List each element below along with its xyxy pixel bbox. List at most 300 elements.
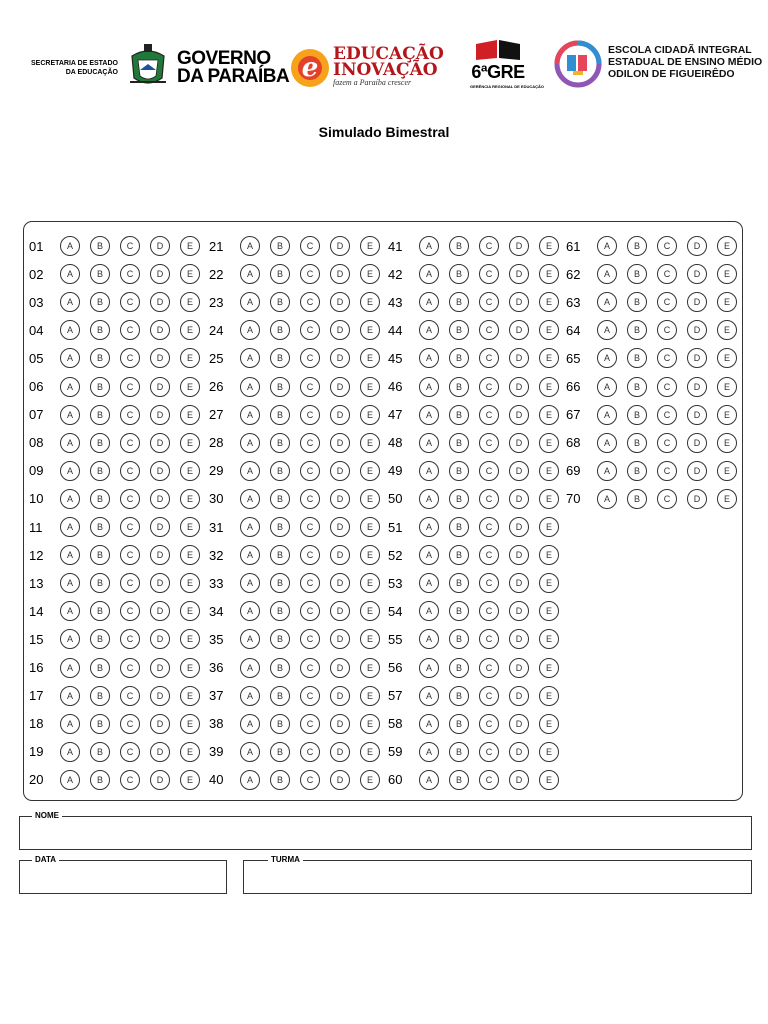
- answer-bubble-e[interactable]: E: [539, 686, 559, 706]
- answer-bubble-e[interactable]: E: [180, 489, 200, 509]
- answer-bubble-b[interactable]: B: [270, 545, 290, 565]
- answer-bubble-b[interactable]: B: [270, 714, 290, 734]
- answer-bubble-e[interactable]: E: [539, 770, 559, 790]
- answer-bubble-b[interactable]: B: [449, 770, 469, 790]
- turma-field[interactable]: [243, 855, 752, 894]
- answer-bubble-e[interactable]: E: [539, 601, 559, 621]
- answer-bubble-a[interactable]: A: [597, 292, 617, 312]
- answer-bubble-e[interactable]: E: [539, 292, 559, 312]
- answer-bubble-d[interactable]: D: [330, 405, 350, 425]
- answer-bubble-a[interactable]: A: [240, 742, 260, 762]
- answer-bubble-d[interactable]: D: [150, 714, 170, 734]
- answer-bubble-b[interactable]: B: [627, 320, 647, 340]
- answer-bubble-c[interactable]: C: [120, 433, 140, 453]
- answer-bubble-b[interactable]: B: [270, 629, 290, 649]
- answer-bubble-b[interactable]: B: [449, 545, 469, 565]
- answer-bubble-c[interactable]: C: [479, 601, 499, 621]
- answer-bubble-d[interactable]: D: [509, 573, 529, 593]
- answer-bubble-c[interactable]: C: [479, 742, 499, 762]
- answer-bubble-c[interactable]: C: [479, 545, 499, 565]
- answer-bubble-d[interactable]: D: [509, 742, 529, 762]
- answer-bubble-e[interactable]: E: [717, 292, 737, 312]
- answer-bubble-d[interactable]: D: [330, 348, 350, 368]
- answer-bubble-e[interactable]: E: [717, 405, 737, 425]
- answer-bubble-c[interactable]: C: [120, 461, 140, 481]
- answer-bubble-d[interactable]: D: [509, 461, 529, 481]
- answer-bubble-a[interactable]: A: [240, 405, 260, 425]
- answer-bubble-e[interactable]: E: [717, 377, 737, 397]
- answer-bubble-a[interactable]: A: [60, 292, 80, 312]
- answer-bubble-d[interactable]: D: [687, 377, 707, 397]
- answer-bubble-b[interactable]: B: [449, 601, 469, 621]
- answer-bubble-b[interactable]: B: [449, 629, 469, 649]
- answer-bubble-a[interactable]: A: [419, 742, 439, 762]
- answer-bubble-d[interactable]: D: [150, 264, 170, 284]
- answer-bubble-a[interactable]: A: [597, 489, 617, 509]
- answer-bubble-e[interactable]: E: [180, 770, 200, 790]
- answer-bubble-a[interactable]: A: [419, 377, 439, 397]
- answer-bubble-d[interactable]: D: [150, 320, 170, 340]
- answer-bubble-a[interactable]: A: [597, 264, 617, 284]
- answer-bubble-e[interactable]: E: [360, 714, 380, 734]
- answer-bubble-b[interactable]: B: [449, 377, 469, 397]
- answer-bubble-b[interactable]: B: [90, 573, 110, 593]
- answer-bubble-a[interactable]: A: [60, 573, 80, 593]
- answer-bubble-d[interactable]: D: [150, 517, 170, 537]
- answer-bubble-d[interactable]: D: [509, 377, 529, 397]
- answer-bubble-a[interactable]: A: [240, 601, 260, 621]
- answer-bubble-a[interactable]: A: [419, 320, 439, 340]
- answer-bubble-e[interactable]: E: [180, 601, 200, 621]
- answer-bubble-d[interactable]: D: [330, 320, 350, 340]
- answer-bubble-b[interactable]: B: [270, 320, 290, 340]
- answer-bubble-c[interactable]: C: [657, 433, 677, 453]
- answer-bubble-e[interactable]: E: [180, 714, 200, 734]
- answer-bubble-d[interactable]: D: [150, 658, 170, 678]
- answer-bubble-c[interactable]: C: [300, 320, 320, 340]
- answer-bubble-d[interactable]: D: [687, 292, 707, 312]
- answer-bubble-c[interactable]: C: [120, 714, 140, 734]
- answer-bubble-c[interactable]: C: [479, 489, 499, 509]
- answer-bubble-e[interactable]: E: [539, 714, 559, 734]
- answer-bubble-b[interactable]: B: [90, 377, 110, 397]
- answer-bubble-a[interactable]: A: [240, 236, 260, 256]
- answer-bubble-b[interactable]: B: [90, 489, 110, 509]
- answer-bubble-c[interactable]: C: [479, 629, 499, 649]
- answer-bubble-d[interactable]: D: [330, 770, 350, 790]
- answer-bubble-b[interactable]: B: [449, 236, 469, 256]
- answer-bubble-c[interactable]: C: [300, 236, 320, 256]
- answer-bubble-e[interactable]: E: [360, 545, 380, 565]
- answer-bubble-e[interactable]: E: [360, 517, 380, 537]
- answer-bubble-a[interactable]: A: [60, 686, 80, 706]
- answer-bubble-e[interactable]: E: [360, 320, 380, 340]
- answer-bubble-b[interactable]: B: [627, 489, 647, 509]
- answer-bubble-c[interactable]: C: [120, 320, 140, 340]
- answer-bubble-c[interactable]: C: [120, 629, 140, 649]
- answer-bubble-d[interactable]: D: [150, 405, 170, 425]
- answer-bubble-d[interactable]: D: [330, 264, 350, 284]
- answer-bubble-c[interactable]: C: [479, 348, 499, 368]
- answer-bubble-b[interactable]: B: [449, 405, 469, 425]
- answer-bubble-a[interactable]: A: [419, 461, 439, 481]
- answer-bubble-e[interactable]: E: [539, 629, 559, 649]
- answer-bubble-a[interactable]: A: [60, 236, 80, 256]
- answer-bubble-b[interactable]: B: [90, 292, 110, 312]
- answer-bubble-d[interactable]: D: [509, 714, 529, 734]
- answer-bubble-d[interactable]: D: [687, 320, 707, 340]
- answer-bubble-a[interactable]: A: [597, 377, 617, 397]
- answer-bubble-d[interactable]: D: [687, 405, 707, 425]
- answer-bubble-e[interactable]: E: [539, 320, 559, 340]
- answer-bubble-c[interactable]: C: [120, 742, 140, 762]
- answer-bubble-a[interactable]: A: [240, 461, 260, 481]
- answer-bubble-d[interactable]: D: [330, 433, 350, 453]
- answer-bubble-d[interactable]: D: [509, 601, 529, 621]
- answer-bubble-d[interactable]: D: [330, 377, 350, 397]
- answer-bubble-b[interactable]: B: [90, 517, 110, 537]
- answer-bubble-a[interactable]: A: [419, 686, 439, 706]
- answer-bubble-c[interactable]: C: [120, 573, 140, 593]
- answer-bubble-b[interactable]: B: [90, 742, 110, 762]
- answer-bubble-c[interactable]: C: [479, 320, 499, 340]
- answer-bubble-c[interactable]: C: [479, 461, 499, 481]
- answer-bubble-a[interactable]: A: [240, 489, 260, 509]
- answer-bubble-c[interactable]: C: [657, 292, 677, 312]
- answer-bubble-d[interactable]: D: [687, 236, 707, 256]
- answer-bubble-b[interactable]: B: [449, 433, 469, 453]
- answer-bubble-c[interactable]: C: [300, 686, 320, 706]
- answer-bubble-e[interactable]: E: [360, 629, 380, 649]
- answer-bubble-a[interactable]: A: [597, 433, 617, 453]
- answer-bubble-e[interactable]: E: [360, 742, 380, 762]
- answer-bubble-c[interactable]: C: [120, 377, 140, 397]
- answer-bubble-b[interactable]: B: [90, 545, 110, 565]
- answer-bubble-a[interactable]: A: [60, 545, 80, 565]
- data-field[interactable]: [19, 855, 227, 894]
- answer-bubble-c[interactable]: C: [479, 236, 499, 256]
- answer-bubble-c[interactable]: C: [120, 545, 140, 565]
- answer-bubble-c[interactable]: C: [300, 714, 320, 734]
- answer-bubble-d[interactable]: D: [150, 377, 170, 397]
- answer-bubble-b[interactable]: B: [449, 686, 469, 706]
- answer-bubble-d[interactable]: D: [509, 658, 529, 678]
- answer-bubble-c[interactable]: C: [120, 348, 140, 368]
- answer-bubble-a[interactable]: A: [240, 770, 260, 790]
- answer-bubble-a[interactable]: A: [60, 377, 80, 397]
- answer-bubble-e[interactable]: E: [180, 236, 200, 256]
- answer-bubble-d[interactable]: D: [330, 686, 350, 706]
- answer-bubble-e[interactable]: E: [180, 461, 200, 481]
- answer-bubble-e[interactable]: E: [180, 629, 200, 649]
- answer-bubble-e[interactable]: E: [180, 545, 200, 565]
- answer-bubble-a[interactable]: A: [60, 489, 80, 509]
- answer-bubble-d[interactable]: D: [150, 461, 170, 481]
- answer-bubble-b[interactable]: B: [627, 405, 647, 425]
- answer-bubble-b[interactable]: B: [449, 489, 469, 509]
- answer-bubble-b[interactable]: B: [627, 461, 647, 481]
- answer-bubble-a[interactable]: A: [240, 714, 260, 734]
- answer-bubble-c[interactable]: C: [300, 348, 320, 368]
- answer-bubble-c[interactable]: C: [300, 770, 320, 790]
- answer-bubble-e[interactable]: E: [539, 573, 559, 593]
- answer-bubble-c[interactable]: C: [657, 489, 677, 509]
- answer-bubble-b[interactable]: B: [270, 405, 290, 425]
- answer-bubble-a[interactable]: A: [60, 461, 80, 481]
- answer-bubble-c[interactable]: C: [479, 517, 499, 537]
- answer-bubble-d[interactable]: D: [509, 517, 529, 537]
- answer-bubble-a[interactable]: A: [240, 264, 260, 284]
- answer-bubble-d[interactable]: D: [509, 348, 529, 368]
- answer-bubble-a[interactable]: A: [60, 405, 80, 425]
- answer-bubble-e[interactable]: E: [360, 405, 380, 425]
- answer-bubble-b[interactable]: B: [270, 573, 290, 593]
- answer-bubble-c[interactable]: C: [479, 686, 499, 706]
- answer-bubble-b[interactable]: B: [270, 686, 290, 706]
- answer-bubble-b[interactable]: B: [270, 236, 290, 256]
- answer-bubble-b[interactable]: B: [270, 658, 290, 678]
- answer-bubble-c[interactable]: C: [300, 658, 320, 678]
- answer-bubble-e[interactable]: E: [539, 489, 559, 509]
- answer-bubble-c[interactable]: C: [300, 377, 320, 397]
- answer-bubble-c[interactable]: C: [120, 770, 140, 790]
- answer-bubble-d[interactable]: D: [509, 770, 529, 790]
- answer-bubble-a[interactable]: A: [419, 292, 439, 312]
- answer-bubble-a[interactable]: A: [419, 714, 439, 734]
- answer-bubble-a[interactable]: A: [419, 601, 439, 621]
- answer-bubble-d[interactable]: D: [330, 658, 350, 678]
- answer-bubble-c[interactable]: C: [300, 405, 320, 425]
- answer-bubble-e[interactable]: E: [180, 742, 200, 762]
- answer-bubble-b[interactable]: B: [270, 770, 290, 790]
- answer-bubble-c[interactable]: C: [479, 573, 499, 593]
- answer-bubble-a[interactable]: A: [240, 292, 260, 312]
- answer-bubble-b[interactable]: B: [449, 573, 469, 593]
- answer-bubble-b[interactable]: B: [270, 264, 290, 284]
- answer-bubble-b[interactable]: B: [270, 292, 290, 312]
- answer-bubble-c[interactable]: C: [300, 461, 320, 481]
- answer-bubble-a[interactable]: A: [60, 433, 80, 453]
- answer-bubble-a[interactable]: A: [240, 573, 260, 593]
- answer-bubble-b[interactable]: B: [90, 461, 110, 481]
- answer-bubble-e[interactable]: E: [717, 320, 737, 340]
- answer-bubble-d[interactable]: D: [150, 292, 170, 312]
- answer-bubble-a[interactable]: A: [240, 629, 260, 649]
- answer-bubble-c[interactable]: C: [479, 714, 499, 734]
- answer-bubble-c[interactable]: C: [300, 601, 320, 621]
- answer-bubble-b[interactable]: B: [90, 348, 110, 368]
- answer-bubble-c[interactable]: C: [657, 377, 677, 397]
- answer-bubble-e[interactable]: E: [717, 489, 737, 509]
- answer-bubble-d[interactable]: D: [330, 292, 350, 312]
- answer-bubble-a[interactable]: A: [240, 433, 260, 453]
- answer-bubble-c[interactable]: C: [300, 264, 320, 284]
- answer-bubble-e[interactable]: E: [717, 264, 737, 284]
- answer-bubble-d[interactable]: D: [509, 433, 529, 453]
- answer-bubble-b[interactable]: B: [627, 292, 647, 312]
- answer-bubble-b[interactable]: B: [270, 489, 290, 509]
- answer-bubble-d[interactable]: D: [150, 629, 170, 649]
- answer-bubble-b[interactable]: B: [270, 517, 290, 537]
- answer-bubble-d[interactable]: D: [150, 489, 170, 509]
- answer-bubble-a[interactable]: A: [597, 461, 617, 481]
- answer-bubble-c[interactable]: C: [657, 348, 677, 368]
- answer-bubble-c[interactable]: C: [479, 377, 499, 397]
- answer-bubble-c[interactable]: C: [657, 405, 677, 425]
- answer-bubble-e[interactable]: E: [360, 433, 380, 453]
- answer-bubble-e[interactable]: E: [360, 686, 380, 706]
- answer-bubble-e[interactable]: E: [180, 517, 200, 537]
- answer-bubble-a[interactable]: A: [419, 348, 439, 368]
- answer-bubble-e[interactable]: E: [180, 658, 200, 678]
- answer-bubble-a[interactable]: A: [597, 405, 617, 425]
- answer-bubble-e[interactable]: E: [360, 573, 380, 593]
- answer-bubble-d[interactable]: D: [509, 489, 529, 509]
- answer-bubble-b[interactable]: B: [270, 348, 290, 368]
- answer-bubble-e[interactable]: E: [717, 461, 737, 481]
- answer-bubble-e[interactable]: E: [539, 461, 559, 481]
- answer-bubble-b[interactable]: B: [449, 742, 469, 762]
- answer-bubble-c[interactable]: C: [300, 573, 320, 593]
- answer-bubble-c[interactable]: C: [657, 461, 677, 481]
- answer-bubble-b[interactable]: B: [627, 264, 647, 284]
- answer-bubble-d[interactable]: D: [330, 517, 350, 537]
- answer-bubble-e[interactable]: E: [360, 461, 380, 481]
- answer-bubble-b[interactable]: B: [270, 742, 290, 762]
- answer-bubble-d[interactable]: D: [150, 236, 170, 256]
- answer-bubble-a[interactable]: A: [419, 517, 439, 537]
- answer-bubble-a[interactable]: A: [419, 545, 439, 565]
- answer-bubble-d[interactable]: D: [150, 742, 170, 762]
- answer-bubble-a[interactable]: A: [60, 264, 80, 284]
- answer-bubble-d[interactable]: D: [330, 714, 350, 734]
- answer-bubble-b[interactable]: B: [449, 264, 469, 284]
- answer-bubble-e[interactable]: E: [539, 264, 559, 284]
- answer-bubble-e[interactable]: E: [180, 264, 200, 284]
- answer-bubble-c[interactable]: C: [120, 264, 140, 284]
- answer-bubble-c[interactable]: C: [300, 629, 320, 649]
- answer-bubble-c[interactable]: C: [300, 489, 320, 509]
- answer-bubble-e[interactable]: E: [360, 601, 380, 621]
- answer-bubble-c[interactable]: C: [300, 433, 320, 453]
- answer-bubble-c[interactable]: C: [120, 601, 140, 621]
- answer-bubble-b[interactable]: B: [270, 461, 290, 481]
- answer-bubble-d[interactable]: D: [687, 461, 707, 481]
- answer-bubble-e[interactable]: E: [180, 320, 200, 340]
- answer-bubble-a[interactable]: A: [419, 433, 439, 453]
- answer-bubble-c[interactable]: C: [300, 742, 320, 762]
- answer-bubble-c[interactable]: C: [479, 433, 499, 453]
- answer-bubble-e[interactable]: E: [180, 405, 200, 425]
- answer-bubble-d[interactable]: D: [509, 545, 529, 565]
- answer-bubble-a[interactable]: A: [419, 770, 439, 790]
- answer-bubble-c[interactable]: C: [479, 770, 499, 790]
- answer-bubble-c[interactable]: C: [120, 405, 140, 425]
- answer-bubble-b[interactable]: B: [449, 320, 469, 340]
- answer-bubble-b[interactable]: B: [449, 461, 469, 481]
- answer-bubble-a[interactable]: A: [597, 348, 617, 368]
- answer-bubble-c[interactable]: C: [479, 405, 499, 425]
- answer-bubble-b[interactable]: B: [90, 264, 110, 284]
- answer-bubble-e[interactable]: E: [539, 405, 559, 425]
- answer-bubble-a[interactable]: A: [240, 348, 260, 368]
- answer-bubble-b[interactable]: B: [90, 686, 110, 706]
- answer-bubble-b[interactable]: B: [90, 658, 110, 678]
- answer-bubble-e[interactable]: E: [539, 348, 559, 368]
- answer-bubble-d[interactable]: D: [330, 489, 350, 509]
- answer-bubble-e[interactable]: E: [180, 686, 200, 706]
- answer-bubble-d[interactable]: D: [150, 770, 170, 790]
- answer-bubble-b[interactable]: B: [627, 348, 647, 368]
- answer-bubble-b[interactable]: B: [449, 292, 469, 312]
- answer-bubble-c[interactable]: C: [657, 320, 677, 340]
- answer-bubble-c[interactable]: C: [479, 264, 499, 284]
- answer-bubble-b[interactable]: B: [90, 433, 110, 453]
- answer-bubble-a[interactable]: A: [60, 658, 80, 678]
- answer-bubble-c[interactable]: C: [300, 292, 320, 312]
- answer-bubble-e[interactable]: E: [180, 433, 200, 453]
- answer-bubble-c[interactable]: C: [300, 545, 320, 565]
- answer-bubble-b[interactable]: B: [90, 405, 110, 425]
- answer-bubble-b[interactable]: B: [90, 714, 110, 734]
- answer-bubble-b[interactable]: B: [627, 236, 647, 256]
- answer-bubble-d[interactable]: D: [687, 489, 707, 509]
- answer-bubble-a[interactable]: A: [597, 320, 617, 340]
- answer-bubble-c[interactable]: C: [479, 292, 499, 312]
- answer-bubble-e[interactable]: E: [717, 348, 737, 368]
- answer-bubble-e[interactable]: E: [717, 433, 737, 453]
- answer-bubble-c[interactable]: C: [120, 658, 140, 678]
- answer-bubble-b[interactable]: B: [627, 433, 647, 453]
- answer-bubble-a[interactable]: A: [60, 348, 80, 368]
- answer-bubble-b[interactable]: B: [270, 601, 290, 621]
- answer-bubble-c[interactable]: C: [120, 517, 140, 537]
- answer-bubble-e[interactable]: E: [539, 545, 559, 565]
- answer-bubble-c[interactable]: C: [120, 686, 140, 706]
- answer-bubble-d[interactable]: D: [330, 545, 350, 565]
- answer-bubble-d[interactable]: D: [150, 348, 170, 368]
- answer-bubble-d[interactable]: D: [509, 629, 529, 649]
- answer-bubble-a[interactable]: A: [60, 320, 80, 340]
- answer-bubble-a[interactable]: A: [240, 686, 260, 706]
- answer-bubble-c[interactable]: C: [120, 489, 140, 509]
- answer-bubble-c[interactable]: C: [300, 517, 320, 537]
- answer-bubble-d[interactable]: D: [330, 601, 350, 621]
- answer-bubble-e[interactable]: E: [180, 573, 200, 593]
- answer-bubble-c[interactable]: C: [120, 236, 140, 256]
- answer-bubble-e[interactable]: E: [360, 348, 380, 368]
- answer-bubble-a[interactable]: A: [240, 545, 260, 565]
- answer-bubble-b[interactable]: B: [90, 236, 110, 256]
- answer-bubble-b[interactable]: B: [270, 433, 290, 453]
- answer-bubble-a[interactable]: A: [419, 489, 439, 509]
- answer-bubble-c[interactable]: C: [657, 264, 677, 284]
- answer-bubble-c[interactable]: C: [479, 658, 499, 678]
- answer-bubble-b[interactable]: B: [449, 714, 469, 734]
- answer-bubble-d[interactable]: D: [509, 405, 529, 425]
- answer-bubble-d[interactable]: D: [150, 545, 170, 565]
- answer-bubble-a[interactable]: A: [60, 601, 80, 621]
- answer-bubble-b[interactable]: B: [270, 377, 290, 397]
- answer-bubble-a[interactable]: A: [240, 658, 260, 678]
- answer-bubble-a[interactable]: A: [60, 770, 80, 790]
- answer-bubble-d[interactable]: D: [330, 629, 350, 649]
- answer-bubble-d[interactable]: D: [687, 348, 707, 368]
- answer-bubble-d[interactable]: D: [150, 686, 170, 706]
- answer-bubble-b[interactable]: B: [449, 658, 469, 678]
- answer-bubble-a[interactable]: A: [419, 236, 439, 256]
- answer-bubble-e[interactable]: E: [180, 377, 200, 397]
